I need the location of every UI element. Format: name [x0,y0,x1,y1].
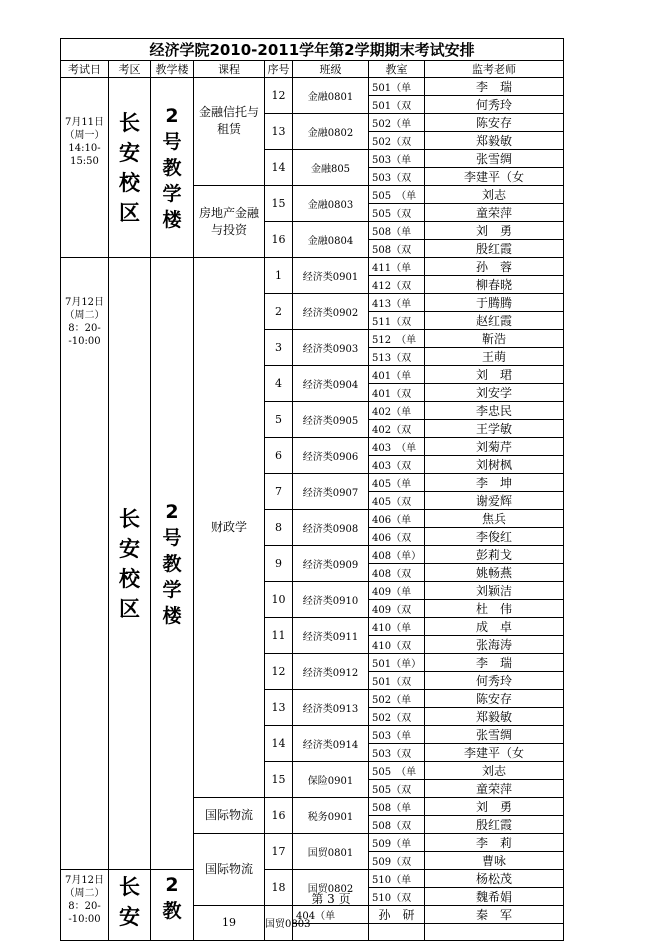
room-cell: 508（单 [369,222,425,240]
class-cell: 国贸0802 [293,870,369,906]
class-cell: 金融805 [293,150,369,186]
seq-cell: 6 [265,438,293,474]
room-cell: 404（单 [293,906,369,924]
campus-cell: 长安校区 [109,78,151,258]
invigilator-1-cell: 何秀玲 [425,96,564,114]
class-cell: 经济类0914 [293,726,369,762]
seq-cell: 7 [265,474,293,510]
table-row [61,870,564,888]
room-cell: 411（单 [369,258,425,276]
invigilator-1-cell: 王学敏 [425,420,564,438]
invigilator-1-cell: 张海涛 [425,636,564,654]
invigilator-1-cell: 陈安存 [425,114,564,132]
building-cell: 2教 [151,870,194,941]
invigilator-2-cell [425,924,564,941]
room-cell: 503（单 [369,150,425,168]
seq-cell: 13 [265,690,293,726]
campus-cell: 长安 [109,870,151,941]
room-cell: 510（单 [369,870,425,888]
seq-cell: 2 [265,294,293,330]
header-course: 课程 [194,61,265,78]
invigilator-1-cell: 柳春晓 [425,276,564,294]
invigilator-1-cell: 李俊红 [425,528,564,546]
room-cell: 509（双 [369,852,425,870]
header-seq: 序号 [265,61,293,78]
class-cell: 金融0802 [293,114,369,150]
invigilator-1-cell: 刘安学 [425,384,564,402]
room-cell: 503（单 [369,726,425,744]
room-cell: 403（双 [369,456,425,474]
invigilator-1-cell: 孙 蓉 [425,258,564,276]
seq-cell: 17 [265,834,293,870]
seq-cell: 10 [265,582,293,618]
seq-cell: 14 [265,150,293,186]
room-cell: 502（单 [369,114,425,132]
room-cell: 509（单 [369,834,425,852]
room-cell: 409（单 [369,582,425,600]
class-cell: 国贸0803 [265,906,293,941]
exam-date-cell: 7月11日（周一）14:10-15:50 [61,78,109,258]
room-cell: 402（双 [369,420,425,438]
invigilator-1-cell: 童荣萍 [425,780,564,798]
invigilator-1-cell: 张雪绸 [425,150,564,168]
room-cell: 513（双 [369,348,425,366]
room-cell: 410（双 [369,636,425,654]
class-cell: 经济类0902 [293,294,369,330]
seq-cell: 11 [265,618,293,654]
class-cell: 经济类0907 [293,474,369,510]
invigilator-1-cell: 谢爱辉 [425,492,564,510]
room-cell: 505（双 [369,780,425,798]
class-cell: 国贸0801 [293,834,369,870]
room-cell: 502（单 [369,690,425,708]
building-cell: 2号教学楼 [151,78,194,258]
invigilator-1-cell: 魏希娟 [425,888,564,906]
page-number: 第 3 页 [311,892,351,906]
class-cell: 经济类0904 [293,366,369,402]
class-cell: 金融0804 [293,222,369,258]
seq-cell: 16 [265,798,293,834]
invigilator-1-cell: 李 瑞 [425,78,564,96]
room-cell: 403 （单 [369,438,425,456]
room-cell: 405（双 [369,492,425,510]
class-cell: 经济类0906 [293,438,369,474]
seq-cell: 5 [265,402,293,438]
invigilator-1-cell: 李建平（女 [425,168,564,186]
seq-cell: 16 [265,222,293,258]
invigilator-1-cell: 焦兵 [425,510,564,528]
invigilator-1-cell: 何秀玲 [425,672,564,690]
invigilator-1-cell: 刘菊芹 [425,438,564,456]
seq-cell: 8 [265,510,293,546]
table-row [61,258,564,276]
room-cell: 503（双 [369,744,425,762]
header-class: 班级 [293,61,369,78]
invigilator-1-cell: 李 坤 [425,474,564,492]
course-cell: 房地产金融与投资 [194,186,265,258]
course-cell: 国际物流 [194,798,265,834]
seq-cell: 15 [265,186,293,222]
class-cell: 经济类0910 [293,582,369,618]
header-room: 教室 [369,61,425,78]
seq-cell: 12 [265,654,293,690]
room-cell: 508（双 [369,240,425,258]
seq-cell: 15 [265,762,293,798]
invigilator-1-cell: 刘志 [425,186,564,204]
room-cell: 501（双 [369,672,425,690]
room-cell: 408（双 [369,564,425,582]
invigilator-1-cell: 曹咏 [425,852,564,870]
seq-cell: 1 [265,258,293,294]
exam-schedule-table [60,38,564,941]
header-exam-date: 考试日 [61,61,109,78]
room-cell: 501（双 [369,96,425,114]
room-cell: 508（单 [369,798,425,816]
header-row [61,61,564,78]
header-invigilators: 监考老师 [425,61,564,78]
class-cell: 经济类0911 [293,618,369,654]
campus-cell: 长安校区 [109,258,151,870]
class-cell: 金融0801 [293,78,369,114]
invigilator-1-cell: 杜 伟 [425,600,564,618]
invigilator-1-cell: 殷红霞 [425,816,564,834]
invigilator-1-cell: 李建平（女 [425,744,564,762]
invigilator-1-cell: 彭莉戈 [425,546,564,564]
seq-cell: 12 [265,78,293,114]
room-cell: 406（双 [369,528,425,546]
room-cell: 505（双 [369,204,425,222]
invigilator-1-cell: 殷红霞 [425,240,564,258]
room-cell: 505 （单 [369,186,425,204]
class-cell: 经济类0909 [293,546,369,582]
room-cell: 512 （单 [369,330,425,348]
room-cell: 410（单 [369,618,425,636]
header-building: 教学楼 [151,61,194,78]
room-cell: 408（单） [369,546,425,564]
room-cell: 505 （单 [369,762,425,780]
class-cell: 经济类0913 [293,690,369,726]
seq-cell: 9 [265,546,293,582]
room-cell: 402（单 [369,402,425,420]
invigilator-2-cell: 秦 军 [425,906,564,924]
invigilator-1-cell: 郑毅敏 [425,132,564,150]
invigilator-1-cell: 姚畅燕 [425,564,564,582]
invigilator-1-cell: 王萌 [425,348,564,366]
class-cell: 保险0901 [293,762,369,798]
class-cell: 经济类0905 [293,402,369,438]
room-cell: 405（单 [369,474,425,492]
invigilator-1-cell: 刘颖洁 [425,582,564,600]
course-cell: 金融信托与租赁 [194,78,265,186]
header-campus: 考区 [109,61,151,78]
seq-cell: 3 [265,330,293,366]
invigilator-1-cell: 刘志 [425,762,564,780]
room-cell: 511（双 [369,312,425,330]
seq-cell: 4 [265,366,293,402]
room-cell: 409（双 [369,600,425,618]
room-cell: 401（单 [369,366,425,384]
class-cell: 经济类0901 [293,258,369,294]
invigilator-1-cell: 陈安存 [425,690,564,708]
invigilator-1-cell: 刘 勇 [425,798,564,816]
seq-cell: 13 [265,114,293,150]
course-cell: 财政学 [194,258,265,798]
invigilator-1-cell: 杨松茂 [425,870,564,888]
invigilator-1-cell: 童荣萍 [425,204,564,222]
invigilator-1-cell: 孙 研 [369,906,425,924]
seq-cell: 18 [265,870,293,906]
building-cell: 2号教学楼 [151,258,194,870]
room-cell: 502（双 [369,132,425,150]
room-cell: 510（双 [369,888,425,906]
invigilator-1-cell: 李 瑞 [425,654,564,672]
class-cell: 经济类0908 [293,510,369,546]
room-cell: 413（单 [369,294,425,312]
room-cell: 406（单 [369,510,425,528]
class-cell: 经济类0903 [293,330,369,366]
invigilator-1-cell: 刘 珺 [425,366,564,384]
invigilator-1-cell: 靳浩 [425,330,564,348]
table-row [61,78,564,96]
room-cell: 503（双 [369,168,425,186]
invigilator-1-cell: 刘树枫 [425,456,564,474]
invigilator-1-cell: 李 莉 [425,834,564,852]
invigilator-1-cell: 于腾腾 [425,294,564,312]
class-cell: 税务0901 [293,798,369,834]
invigilator-1-cell: 张雪绸 [425,726,564,744]
room-cell: 501（单 [369,78,425,96]
invigilator-1-cell: 赵红霞 [425,312,564,330]
invigilator-1-cell: 成 卓 [425,618,564,636]
invigilator-1-cell: 李忠民 [425,402,564,420]
course-cell: 国际物流 [194,834,265,906]
room-cell: 401（双 [369,384,425,402]
room-cell: 502（双 [369,708,425,726]
sheet-title: 经济学院2010-2011学年第2学期期末考试安排 [61,39,564,61]
exam-date-cell: 7月12日（周二）8：20--10:00 [61,258,109,870]
invigilator-1-cell: 刘 勇 [425,222,564,240]
invigilator-1-cell: 郑毅敏 [425,708,564,726]
class-cell: 经济类0912 [293,654,369,690]
exam-date-cell: 7月12日（周二）8：20--10:00 [61,870,109,941]
seq-cell: 19 [194,906,265,941]
room-cell: 501（单） [369,654,425,672]
room-cell: 508（双 [369,816,425,834]
class-cell: 金融0803 [293,186,369,222]
seq-cell: 14 [265,726,293,762]
invigilator-1-cell [369,924,425,941]
room-cell: 412（双 [369,276,425,294]
